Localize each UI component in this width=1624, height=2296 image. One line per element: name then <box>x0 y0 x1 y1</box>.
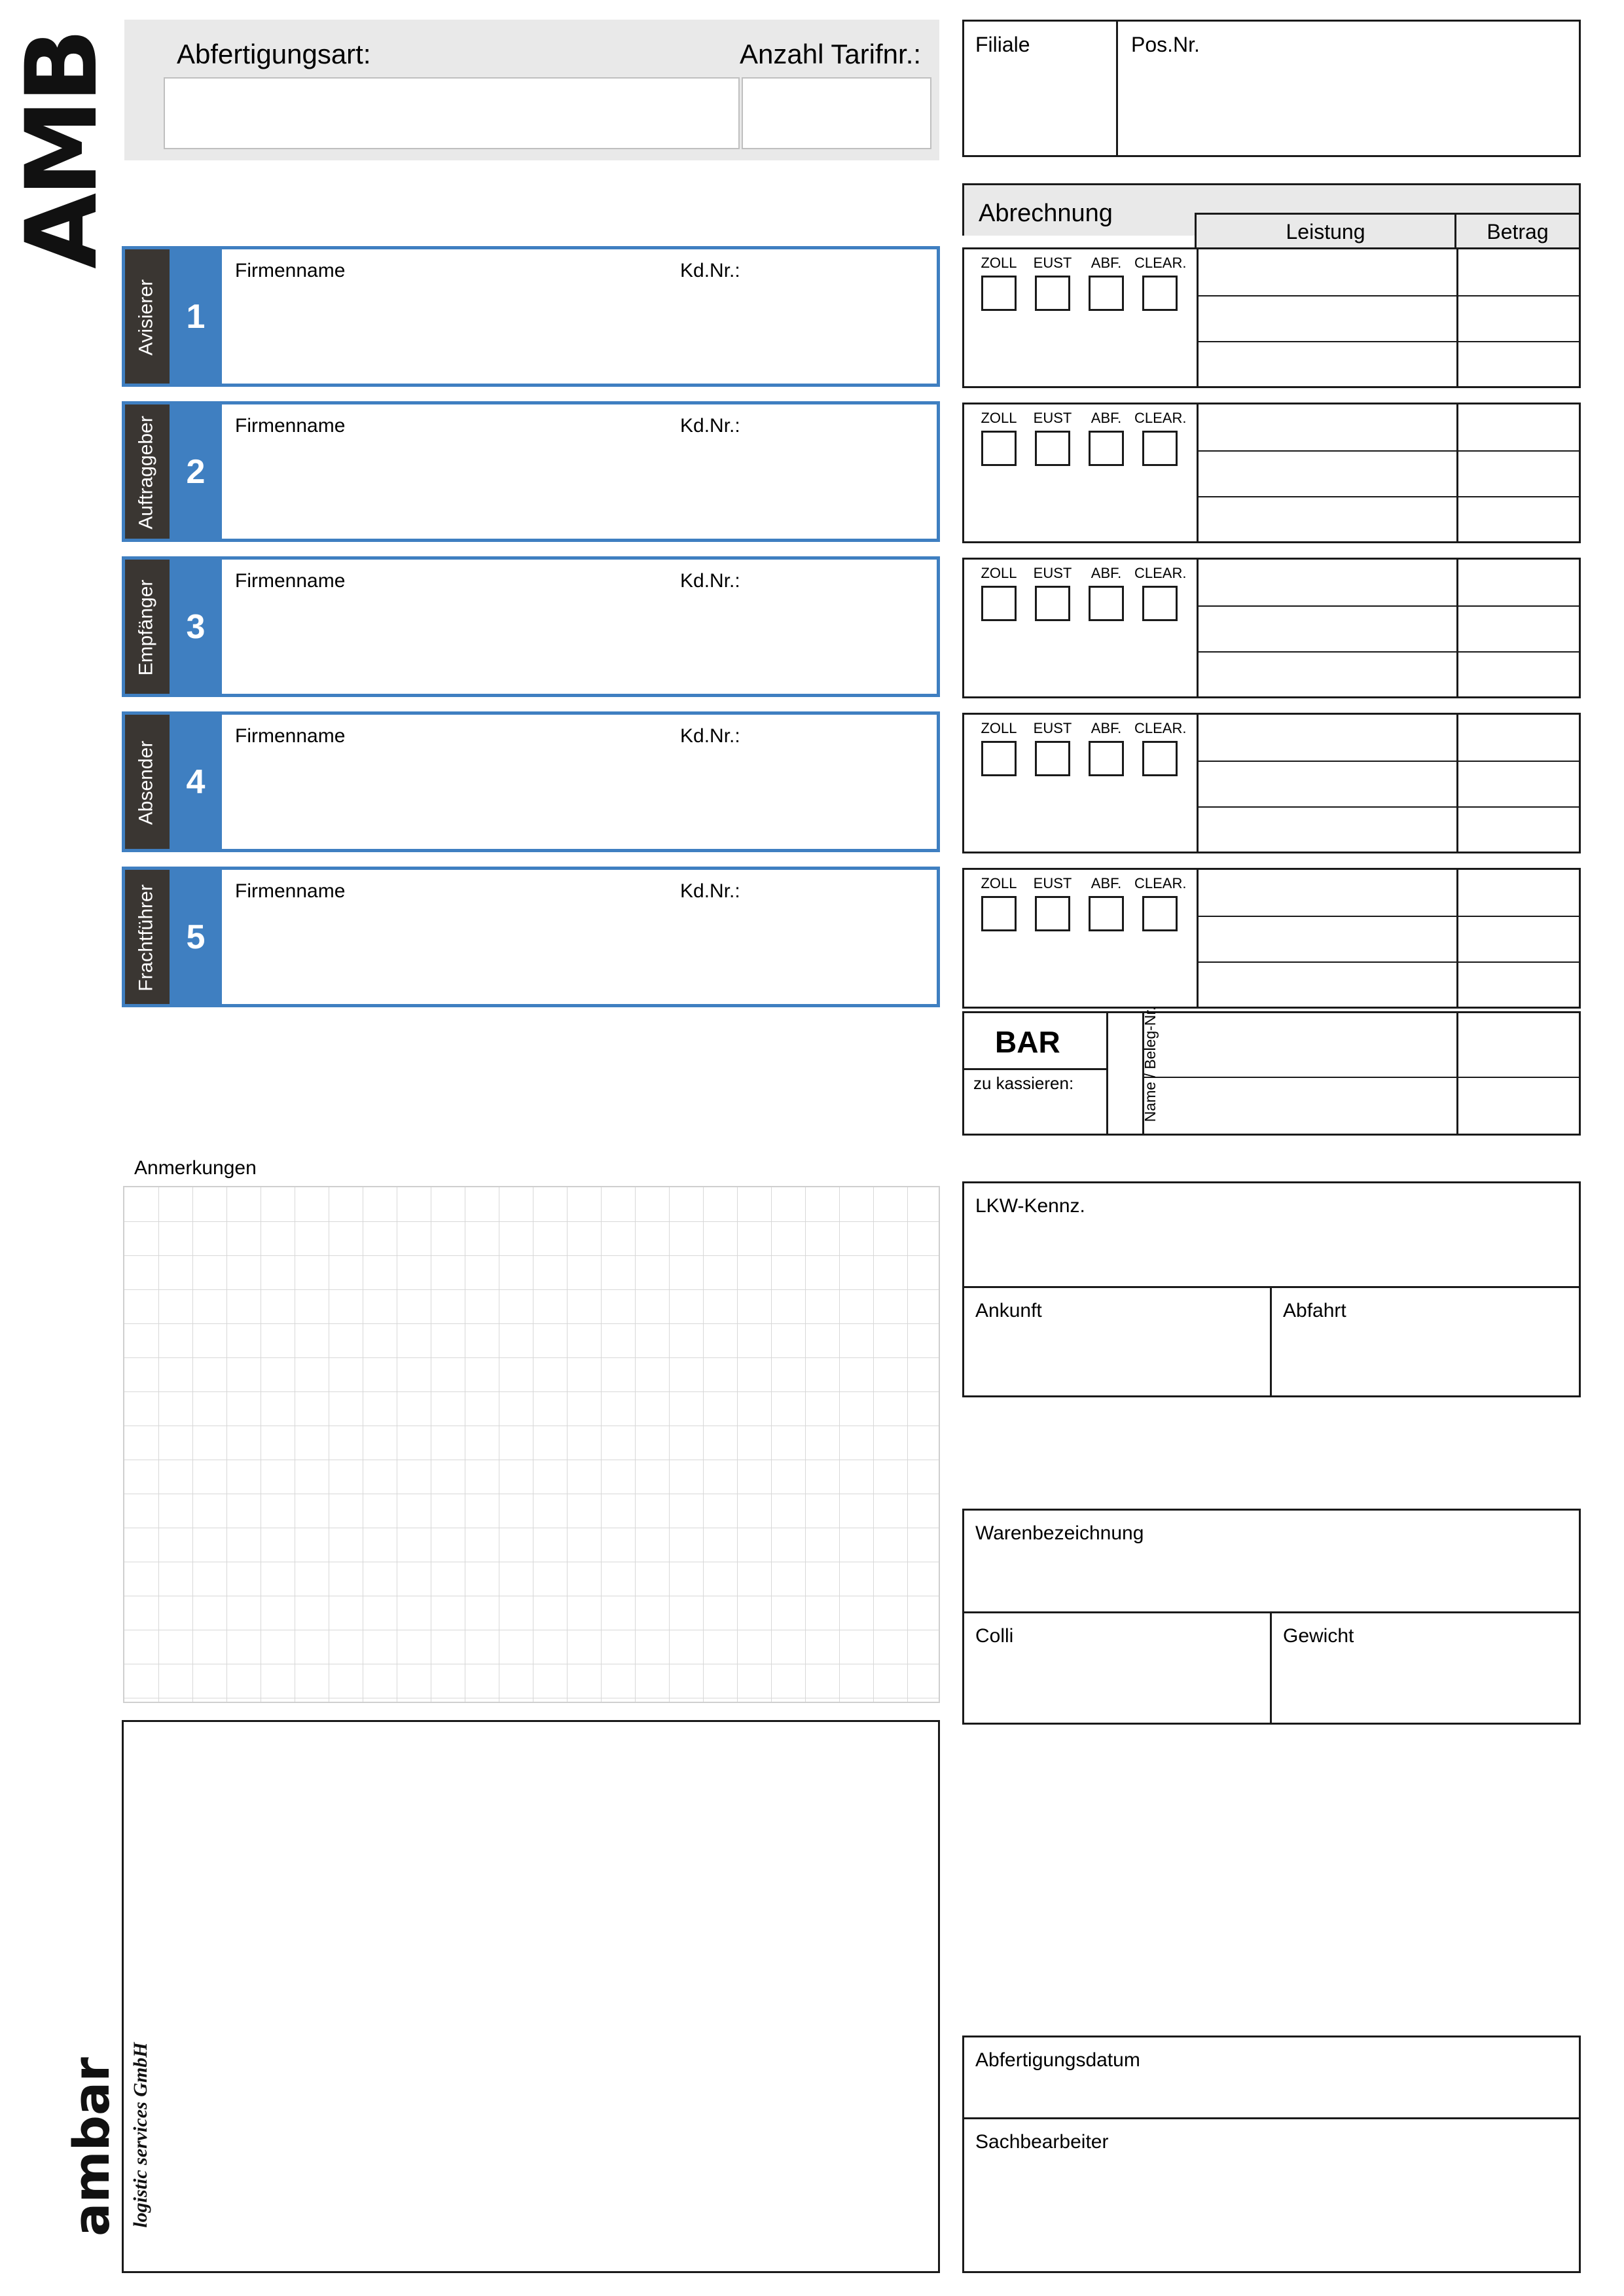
checkbox-box[interactable] <box>1142 586 1178 621</box>
kdnr-label: Kd.Nr.: <box>680 260 740 281</box>
betrag-column-header-text: Betrag <box>1487 220 1549 243</box>
betrag-column-header <box>1456 213 1581 251</box>
abrechnung-divider-h2 <box>1197 806 1579 808</box>
party-row-auftraggeber <box>122 401 940 542</box>
party-row-empfänger <box>122 556 940 697</box>
abrechnung-block-5 <box>962 868 1581 1009</box>
party-role-label: Absender <box>135 740 157 825</box>
abrechnung-divider-h1 <box>1197 295 1579 296</box>
checkbox-box[interactable] <box>1089 276 1124 311</box>
firmenname-input[interactable] <box>235 445 667 530</box>
checkbox-box[interactable] <box>981 431 1017 466</box>
leistung-input[interactable] <box>1200 407 1454 449</box>
checkbox-box[interactable] <box>1142 276 1178 311</box>
abfertigungsdatum-label: Abfertigungsdatum <box>975 2049 1140 2071</box>
checkbox-label: CLEAR. <box>1134 875 1187 891</box>
checkbox-eust[interactable] <box>1027 255 1078 311</box>
checkbox-label: EUST <box>1033 875 1072 891</box>
ambar-logo-word: ambar <box>62 2057 120 2236</box>
betrag-input[interactable] <box>1460 918 1577 960</box>
grid-line-v <box>805 1187 806 1702</box>
betrag-input[interactable] <box>1460 499 1577 541</box>
abrechnung-divider-v2 <box>1456 404 1458 541</box>
abrechnung-divider-v1 <box>1197 715 1199 852</box>
amb-logo <box>5 13 119 288</box>
betrag-input[interactable] <box>1460 453 1577 495</box>
betrag-input[interactable] <box>1460 654 1577 696</box>
anzahl-tarifnr-label: Anzahl Tarifnr.: <box>740 39 922 69</box>
party-role-label: Avisierer <box>135 279 157 356</box>
grid-line-h <box>124 1255 939 1256</box>
betrag-input[interactable] <box>1460 763 1577 805</box>
ambar-logo-subtitle: logistic services GmbH <box>130 2042 151 2228</box>
kdnr-label: Kd.Nr.: <box>680 725 740 747</box>
kdnr-label: Kd.Nr.: <box>680 570 740 592</box>
abfahrt-label: Abfahrt <box>1283 1300 1346 1321</box>
leistung-input[interactable] <box>1200 809 1454 851</box>
firmenname-input[interactable] <box>235 910 667 996</box>
bar-name-input[interactable] <box>1147 1014 1453 1074</box>
checkbox-label: CLEAR. <box>1134 410 1187 426</box>
party-number: 5 <box>186 918 206 956</box>
party-row-avisierer <box>122 246 940 387</box>
abrechnung-divider-h2 <box>1197 961 1579 963</box>
checkbox-label: ABF. <box>1091 565 1122 581</box>
firmenname-input[interactable] <box>235 600 667 685</box>
abrechnung-divider-h1 <box>1197 916 1579 917</box>
checkbox-box[interactable] <box>981 741 1017 776</box>
checkbox-label: ABF. <box>1091 410 1122 426</box>
anmerkungen-grid[interactable] <box>123 1186 940 1703</box>
checkbox-label: CLEAR. <box>1134 565 1187 581</box>
checkbox-box[interactable] <box>981 896 1017 931</box>
gewicht-label: Gewicht <box>1283 1625 1354 1647</box>
leistung-input[interactable] <box>1200 717 1454 759</box>
grid-line-v <box>192 1187 193 1702</box>
checkbox-box[interactable] <box>981 276 1017 311</box>
abrechnung-block-2 <box>962 403 1581 543</box>
checkbox-box[interactable] <box>1035 586 1070 621</box>
party-role-tab <box>125 404 170 539</box>
checkbox-zoll[interactable] <box>973 875 1024 931</box>
abrechnung-divider-v2 <box>1456 870 1458 1007</box>
checkbox-label: EUST <box>1033 410 1072 426</box>
anzahl-tarifnr-input[interactable] <box>742 77 931 149</box>
filiale-label: Filiale <box>975 33 1030 56</box>
firmenname-label: Firmenname <box>235 415 346 437</box>
firmenname-label: Firmenname <box>235 725 346 747</box>
checkbox-abf[interactable] <box>1081 255 1132 311</box>
bar-title: BAR <box>995 1025 1060 1059</box>
abrechnung-divider-h2 <box>1197 341 1579 342</box>
checkbox-box[interactable] <box>1089 741 1124 776</box>
abrechnung-divider-h2 <box>1197 651 1579 653</box>
checkbox-eust[interactable] <box>1027 720 1078 776</box>
checkbox-box[interactable] <box>1035 431 1070 466</box>
checkbox-box[interactable] <box>1089 586 1124 621</box>
betrag-input[interactable] <box>1460 964 1577 1006</box>
kdnr-input[interactable] <box>680 910 922 996</box>
lkw-divider-v <box>1270 1286 1272 1397</box>
betrag-input[interactable] <box>1460 872 1577 914</box>
checkbox-abf[interactable] <box>1081 720 1132 776</box>
abrechnung-divider-v1 <box>1197 870 1199 1007</box>
checkbox-clear[interactable] <box>1134 410 1185 466</box>
leistung-input[interactable] <box>1200 872 1454 914</box>
grid-line-v <box>601 1187 602 1702</box>
gewicht-input[interactable] <box>1276 1655 1574 1720</box>
checkbox-label: EUST <box>1033 565 1072 581</box>
abrechnung-block-3 <box>962 558 1581 698</box>
checkbox-box[interactable] <box>1035 276 1070 311</box>
betrag-input[interactable] <box>1460 407 1577 449</box>
abrechnung-divider-v2 <box>1456 249 1458 386</box>
checkbox-clear[interactable] <box>1134 720 1185 776</box>
kdnr-input[interactable] <box>680 290 922 375</box>
abrechnung-divider-h1 <box>1197 761 1579 762</box>
leistung-column-header-text: Leistung <box>1286 220 1365 243</box>
party-fields <box>222 870 937 1004</box>
checkbox-label: EUST <box>1033 255 1072 271</box>
abrechnung-divider-h1 <box>1197 450 1579 452</box>
party-fields <box>222 560 937 694</box>
grid-line-h <box>124 1323 939 1324</box>
freitext-box[interactable] <box>122 1720 940 2273</box>
grid-line-v <box>635 1187 636 1702</box>
abrechnung-divider-h2 <box>1197 496 1579 497</box>
checkbox-abf[interactable] <box>1081 565 1132 621</box>
grid-line-h <box>124 1357 939 1358</box>
grid-line-v <box>873 1187 874 1702</box>
party-row-frachtführer <box>122 867 940 1007</box>
ware-divider-v <box>1270 1611 1272 1725</box>
checkbox-label: CLEAR. <box>1134 720 1187 736</box>
checkbox-abf[interactable] <box>1081 875 1132 931</box>
betrag-input[interactable] <box>1460 717 1577 759</box>
sachbearbeiter-input[interactable] <box>969 2160 1574 2268</box>
filiale-input[interactable] <box>969 62 1110 151</box>
warenbezeichnung-label: Warenbezeichnung <box>975 1522 1144 1544</box>
betrag-input[interactable] <box>1460 608 1577 650</box>
party-number: 4 <box>186 762 206 801</box>
grid-line-h <box>124 1289 939 1290</box>
leistung-input[interactable] <box>1200 499 1454 541</box>
party-fields <box>222 715 937 849</box>
checkbox-box[interactable] <box>981 586 1017 621</box>
checkbox-label: ZOLL <box>981 565 1017 581</box>
ambar-logo <box>36 2016 151 2271</box>
firmenname-input[interactable] <box>235 755 667 840</box>
grid-line-v <box>669 1187 670 1702</box>
checkbox-label: ABF. <box>1091 720 1122 736</box>
kdnr-label: Kd.Nr.: <box>680 880 740 902</box>
party-role-label: Empfänger <box>135 579 157 676</box>
party-fields <box>222 404 937 539</box>
checkbox-box[interactable] <box>1142 896 1178 931</box>
party-number: 3 <box>186 607 206 646</box>
checkbox-eust[interactable] <box>1027 410 1078 466</box>
checkbox-label: ZOLL <box>981 720 1017 736</box>
checkbox-clear[interactable] <box>1134 565 1185 621</box>
abrechnung-divider-h1 <box>1197 605 1579 607</box>
abrechnung-divider-v1 <box>1197 560 1199 696</box>
leistung-input[interactable] <box>1200 298 1454 340</box>
grid-line-v <box>226 1187 227 1702</box>
betrag-input[interactable] <box>1460 298 1577 340</box>
checkbox-zoll[interactable] <box>973 410 1024 466</box>
abrechnung-divider-v2 <box>1456 560 1458 696</box>
checkbox-label: ZOLL <box>981 875 1017 891</box>
checkbox-box[interactable] <box>1035 741 1070 776</box>
ankunft-label: Ankunft <box>975 1300 1042 1321</box>
party-role-label: Frachtführer <box>135 884 157 992</box>
checkbox-label: EUST <box>1033 720 1072 736</box>
firmenname-label: Firmenname <box>235 880 346 902</box>
grid-line-v <box>158 1187 159 1702</box>
leistung-input[interactable] <box>1200 608 1454 650</box>
leistung-input[interactable] <box>1200 918 1454 960</box>
anmerkungen-label: Anmerkungen <box>134 1157 257 1179</box>
sachbearbeiter-label: Sachbearbeiter <box>975 2131 1109 2153</box>
party-fields <box>222 249 937 384</box>
abrechnung-divider-v1 <box>1197 249 1199 386</box>
bar-subtitle: zu kassieren: <box>973 1073 1074 1093</box>
grid-line-v <box>703 1187 704 1702</box>
posnr-label: Pos.Nr. <box>1131 33 1200 56</box>
abrechnung-title: Abrechnung <box>979 200 1113 227</box>
checkbox-box[interactable] <box>1089 896 1124 931</box>
party-row-absender <box>122 711 940 852</box>
bar-divider-v3 <box>1456 1011 1458 1136</box>
warenbezeichnung-input[interactable] <box>969 1551 1574 1607</box>
checkbox-label: ABF. <box>1091 255 1122 271</box>
betrag-input[interactable] <box>1460 809 1577 851</box>
abfertigungsdatum-input[interactable] <box>969 2076 1574 2114</box>
checkbox-abf[interactable] <box>1081 410 1132 466</box>
party-role-tab <box>125 870 170 1004</box>
leistung-input[interactable] <box>1200 562 1454 604</box>
betrag-input[interactable] <box>1460 562 1577 604</box>
checkbox-clear[interactable] <box>1134 255 1185 311</box>
kdnr-input[interactable] <box>680 445 922 530</box>
checkbox-zoll[interactable] <box>973 720 1024 776</box>
party-role-tab <box>125 560 170 694</box>
checkbox-label: CLEAR. <box>1134 255 1187 271</box>
betrag-input[interactable] <box>1460 344 1577 386</box>
kdnr-label: Kd.Nr.: <box>680 415 740 437</box>
grid-line-v <box>907 1187 908 1702</box>
checkbox-eust[interactable] <box>1027 565 1078 621</box>
abrechnung-block-1 <box>962 247 1581 388</box>
grid-line-h <box>124 1391 939 1392</box>
grid-line-v <box>567 1187 568 1702</box>
checkbox-label: ABF. <box>1091 875 1122 891</box>
abrechnung-divider-v1 <box>1197 404 1199 541</box>
leistung-input[interactable] <box>1200 252 1454 294</box>
party-role-tab <box>125 715 170 849</box>
datum-divider-h <box>962 2117 1581 2119</box>
bar-name-beleg-label: Name / Beleg-Nr. <box>1142 1006 1159 1122</box>
leistung-input[interactable] <box>1200 964 1454 1006</box>
firmenname-label: Firmenname <box>235 570 346 592</box>
abfertigungsart-input[interactable] <box>164 77 740 149</box>
party-role-tab <box>125 249 170 384</box>
kdnr-input[interactable] <box>680 600 922 685</box>
colli-input[interactable] <box>969 1655 1263 1720</box>
bar-divider-h <box>962 1068 1106 1070</box>
leistung-input[interactable] <box>1200 344 1454 386</box>
abfahrt-input[interactable] <box>1276 1329 1574 1393</box>
leistung-column-header <box>1195 213 1456 251</box>
filiale-posnr-divider <box>1116 20 1118 157</box>
firmenname-input[interactable] <box>235 290 667 375</box>
colli-label: Colli <box>975 1625 1014 1647</box>
leistung-input[interactable] <box>1200 654 1454 696</box>
betrag-input[interactable] <box>1460 252 1577 294</box>
checkbox-box[interactable] <box>1035 896 1070 931</box>
grid-line-v <box>839 1187 840 1702</box>
bar-betrag-input[interactable] <box>1461 1014 1579 1133</box>
party-number: 1 <box>186 297 206 336</box>
grid-line-h <box>124 1221 939 1222</box>
abrechnung-block-4 <box>962 713 1581 853</box>
grid-line-v <box>771 1187 772 1702</box>
abrechnung-divider-v2 <box>1456 715 1458 852</box>
lkw-kennz-input[interactable] <box>969 1224 1574 1282</box>
party-number: 2 <box>186 452 206 491</box>
bar-divider-v1 <box>1106 1011 1108 1136</box>
checkbox-eust[interactable] <box>1027 875 1078 931</box>
checkbox-box[interactable] <box>1142 431 1178 466</box>
abfertigungsart-label: Abfertigungsart: <box>177 39 371 69</box>
leistung-input[interactable] <box>1200 763 1454 805</box>
amb-logo-text: AMB <box>5 32 119 269</box>
checkbox-clear[interactable] <box>1134 875 1185 931</box>
ankunft-input[interactable] <box>969 1329 1263 1393</box>
checkbox-zoll[interactable] <box>973 565 1024 621</box>
party-role-label: Auftraggeber <box>135 416 157 529</box>
checkbox-label: ZOLL <box>981 410 1017 426</box>
kdnr-input[interactable] <box>680 755 922 840</box>
leistung-input[interactable] <box>1200 453 1454 495</box>
checkbox-zoll[interactable] <box>973 255 1024 311</box>
checkbox-box[interactable] <box>1142 741 1178 776</box>
posnr-input[interactable] <box>1125 62 1573 151</box>
checkbox-label: ZOLL <box>981 255 1017 271</box>
lkw-kennz-label: LKW-Kennz. <box>975 1195 1085 1217</box>
firmenname-label: Firmenname <box>235 260 346 281</box>
grid-line-v <box>737 1187 738 1702</box>
checkbox-box[interactable] <box>1089 431 1124 466</box>
